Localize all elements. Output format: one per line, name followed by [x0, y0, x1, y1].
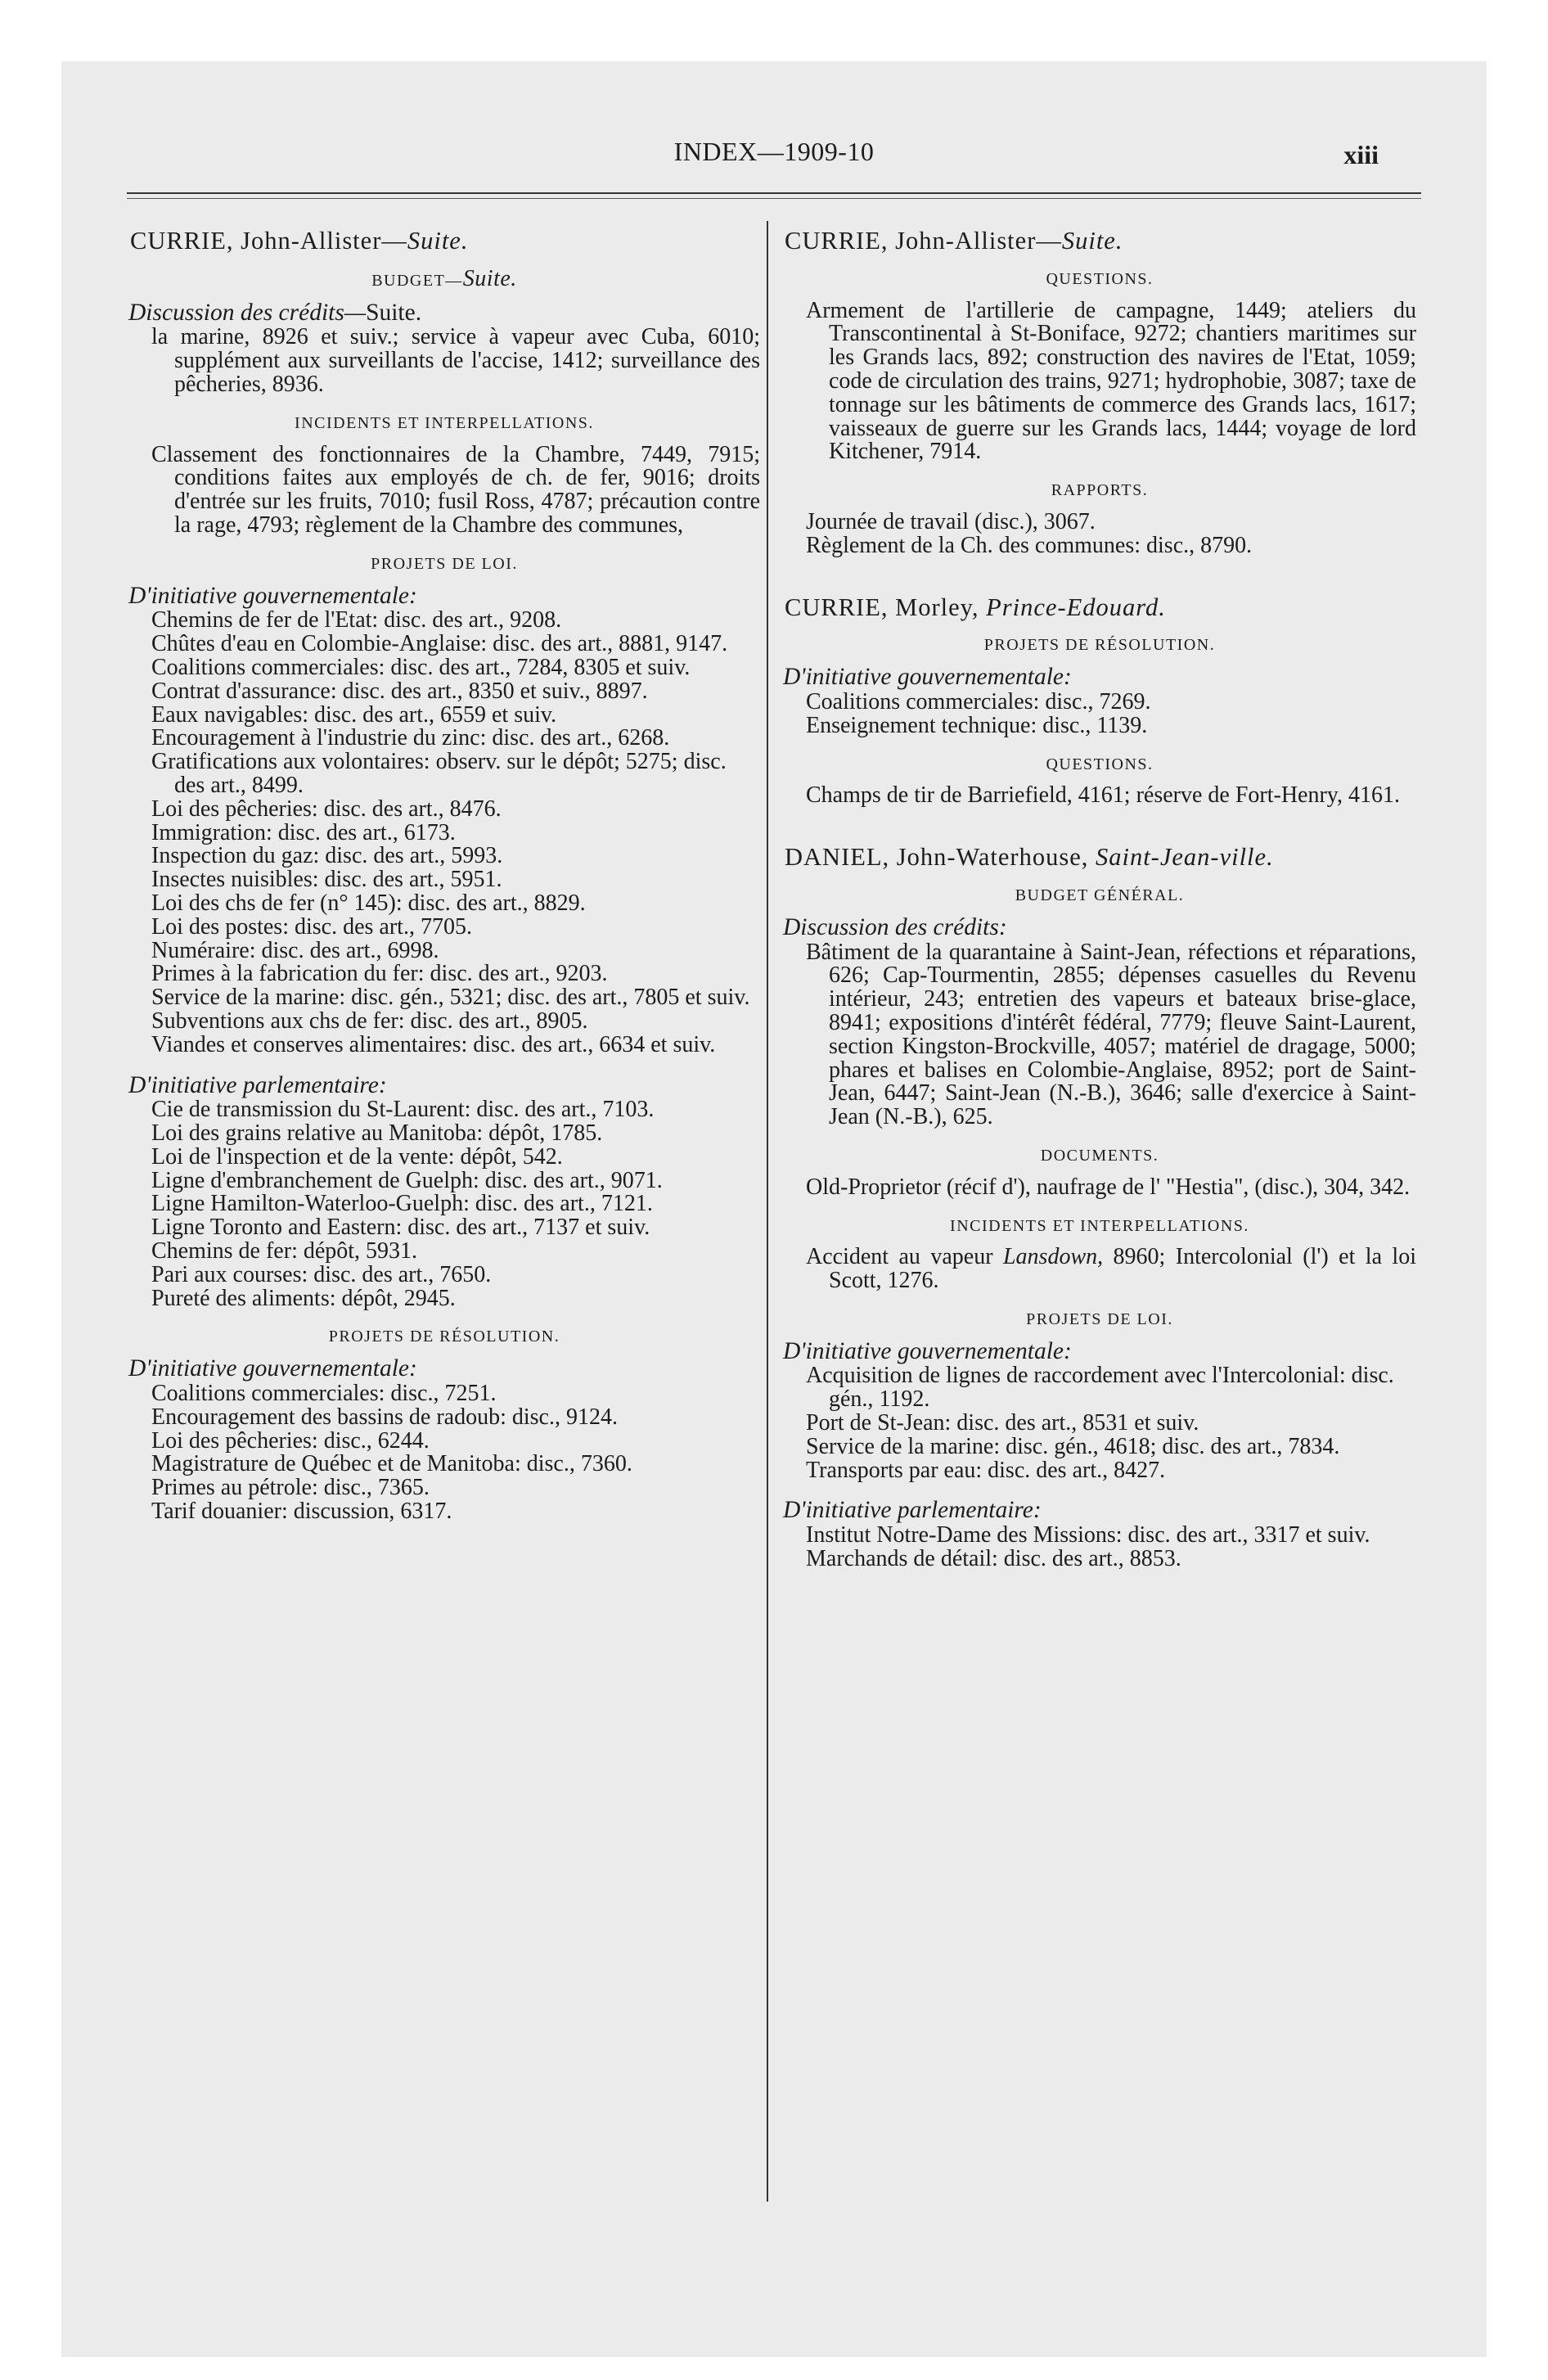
- parl-list: [128, 1098, 760, 1310]
- entry-heading-currie-morley: CURRIE, Morley, Prince-Edouard.: [785, 593, 1166, 621]
- header-rule-thin: [127, 198, 1421, 199]
- subheading-budget-general: BUDGET GÉNÉRAL.: [1015, 886, 1185, 904]
- index-line: Loi des grains relative au Manitoba: dépôt, 1785.: [151, 1120, 603, 1147]
- index-line: Pureté des aliments: dépôt, 2945.: [151, 1285, 456, 1311]
- running-header: INDEX—1909-10: [673, 137, 875, 166]
- index-line: Ligne Toronto and Eastern: disc. des art., 7137 et suiv.: [151, 1215, 650, 1241]
- index-line: Pari aux courses: disc. des art., 7650.: [151, 1261, 492, 1287]
- init-gouv-label-2: D'initiative gouvernementale:: [128, 1355, 417, 1382]
- index-line: Enseignement technique: disc., 1139.: [806, 712, 1148, 738]
- index-line: Encouragement à l'industrie du zinc: disc. des art., 6268.: [151, 725, 670, 751]
- gouv-list: [128, 609, 760, 1057]
- index-line: Acquisition de lignes de raccordement avec l'Intercolonial: disc. gén., 1192.: [806, 1363, 1394, 1413]
- subheading-incidents: INCIDENTS ET INTERPELLATIONS.: [295, 413, 594, 432]
- init-parl-label: D'initiative parlementaire:: [128, 1071, 387, 1098]
- index-line: Gratifications aux volontaires: observ. sur le dépôt; 5275; disc. des art., 8499.: [151, 749, 727, 798]
- subheading-projets-resolution: PROJETS DE RÉSOLUTION.: [328, 1327, 560, 1346]
- column-divider: [767, 221, 768, 2202]
- index-line: Chûtes d'eau en Colombie-Anglaise: disc. des art., 8881, 9147.: [151, 631, 728, 657]
- index-line: Coalitions commerciales: disc., 7251.: [151, 1381, 497, 1407]
- subheading-questions-2: QUESTIONS.: [1046, 755, 1154, 773]
- index-line: Primes à la fabrication du fer: disc. des art., 9203.: [151, 961, 608, 987]
- index-line: Loi des chs de fer (n° 145): disc. des art., 8829.: [151, 890, 586, 916]
- subheading-projets-loi: PROJETS DE LOI.: [1026, 1309, 1173, 1328]
- questions-paragraph: Armement de l'artillerie de campagne, 1449; ateliers du Transcontinental à St-Boniface, 9272; chantiers maritimes sur les Grands lacs, 892; construction des navires de l'Etat, 1059; code de circulation des trains, 9271; hydrophobie, 3087; taxe de tonnage sur les bâtiments de commerce des Grands lacs, 1617; vaisseaux de guerre sur les Grands lacs, 1444; voyage de lord Kitchener, 7914.: [806, 297, 1416, 465]
- resolution-list: [128, 1382, 760, 1524]
- subheading-projets-resolution: PROJETS DE RÉSOLUTION.: [983, 636, 1216, 655]
- init-parl-label: D'initiative parlementaire:: [783, 1497, 1042, 1524]
- index-line: Eaux navigables: disc. des art., 6559 et suiv.: [151, 701, 557, 728]
- index-line: Inspection du gaz: disc. des art., 5993.: [151, 843, 503, 869]
- entry-heading-currie-ja: CURRIE, John-Allister—Suite.: [130, 227, 469, 255]
- index-line: Magistrature de Québec et de Manitoba: disc., 7360.: [151, 1451, 632, 1477]
- index-line: Primes au pétrole: disc., 7365.: [151, 1475, 430, 1501]
- right-column: [783, 229, 1416, 1571]
- index-line: Subventions aux chs de fer: disc. des art., 8905.: [151, 1007, 588, 1034]
- entry-heading-daniel: DANIEL, John-Waterhouse, Saint-Jean-ville.: [785, 843, 1274, 872]
- gouv-list: [783, 1364, 1416, 1482]
- subheading-questions: QUESTIONS.: [1046, 269, 1154, 288]
- page-number: xiii: [1343, 140, 1379, 169]
- index-line: Coalitions commerciales: disc., 7269.: [806, 688, 1151, 714]
- index-line: Chemins de fer: dépôt, 5931.: [151, 1238, 418, 1264]
- index-line: Ligne d'embranchement de Guelph: disc. des art., 9071.: [151, 1167, 663, 1193]
- index-line: Tarif douanier: discussion, 6317.: [151, 1499, 452, 1525]
- index-line: Service de la marine: disc. gén., 5321; disc. des art., 7805 et suiv.: [151, 985, 750, 1011]
- index-line: Loi des pêcheries: disc. des art., 8476.: [151, 796, 502, 822]
- questions-paragraph-2: Champs de tir de Barriefield, 4161; réserve de Fort-Henry, 4161.: [806, 782, 1400, 809]
- subheading-incidents: INCIDENTS ET INTERPELLATIONS.: [950, 1216, 1249, 1235]
- index-line: Coalitions commerciales: disc. des art., 7284, 8305 et suiv.: [151, 654, 691, 680]
- discussion-label: Discussion des crédits—Suite.: [128, 299, 422, 326]
- documents-paragraph: Old-Proprietor (récif d'), naufrage de l' "Hestia", (disc.), 304, 342.: [806, 1174, 1411, 1200]
- index-line: Marchands de détail: disc. des art., 8853.: [806, 1546, 1181, 1572]
- init-gouv-label: D'initiative gouvernementale:: [128, 582, 417, 609]
- index-line: Loi des postes: disc. des art., 7705.: [151, 913, 472, 940]
- incidents-paragraph: Accident au vapeur Lansdown, 8960; Intercolonial (l') et la loi Scott, 1276.: [806, 1244, 1416, 1294]
- index-line: Règlement de la Ch. des communes: disc., 8790.: [806, 532, 1253, 558]
- index-line: Loi des pêcheries: disc., 6244.: [151, 1427, 430, 1454]
- subheading-projets-loi: PROJETS DE LOI.: [371, 554, 518, 573]
- discussion-paragraph: Bâtiment de la quarantaine à Saint-Jean, réfections et réparations, 626; Cap-Tourmentin, 2855; dépenses casuelles du Revenu intérieur, 243; entretien des vapeurs et bateaux brise-glace, 8941; expositions d'intérêt fédéral, 7779; fleuve Saint-Laurent, section Kingston-Brockville, 4057; matériel de dragage, 5000; phares et balises en Colombie-Anglaise, 8952; port de Saint-Jean, 6447; Saint-Jean (N.-B.), 3646; salle d'exercice à Saint-Jean (N.-B.), 625.: [806, 939, 1416, 1130]
- parl-list: [783, 1524, 1416, 1571]
- subheading-budget: BUDGET—Suite.: [371, 265, 517, 291]
- index-line: Service de la marine: disc. gén., 4618; disc. des art., 7834.: [806, 1433, 1340, 1459]
- resolution-list: [783, 688, 1416, 738]
- index-line: Journée de travail (disc.), 3067.: [806, 508, 1096, 534]
- index-line: Port de St-Jean: disc. des art., 8531 et suiv.: [806, 1410, 1199, 1436]
- index-line: Contrat d'assurance: disc. des art., 8350 et suiv., 8897.: [151, 678, 648, 704]
- index-line: Insectes nuisibles: disc. des art., 5951.: [151, 867, 502, 893]
- init-gouv-label: D'initiative gouvernementale:: [783, 664, 1072, 691]
- index-line: Numéraire: disc. des art., 6998.: [151, 937, 439, 963]
- index-line: Encouragement des bassins de radoub: disc., 9124.: [151, 1404, 618, 1430]
- index-line: Transports par eau: disc. des art., 8427.: [806, 1457, 1166, 1483]
- index-line: Cie de transmission du St-Laurent: disc. des art., 7103.: [151, 1097, 655, 1123]
- index-line: Institut Notre-Dame des Missions: disc. des art., 3317 et suiv.: [806, 1522, 1370, 1548]
- index-line: Loi de l'inspection et de la vente: dépôt, 542.: [151, 1143, 563, 1170]
- subheading-documents: DOCUMENTS.: [1040, 1146, 1159, 1165]
- discussion-paragraph: la marine, 8926 et suiv.; service à vapeur avec Cuba, 6010; supplément aux surveillants de l'accise, 1412; surveillance des pêcheries, 8936.: [151, 324, 760, 397]
- index-line: Ligne Hamilton-Waterloo-Guelph: disc. des art., 7121.: [151, 1191, 653, 1217]
- header-rule: [127, 192, 1421, 194]
- rapports-list: [783, 508, 1416, 558]
- index-line: Viandes et conserves alimentaires: disc. des art., 6634 et suiv.: [151, 1031, 716, 1057]
- left-column: [128, 229, 760, 1524]
- book-page: [61, 61, 1487, 2357]
- index-line: Chemins de fer de l'Etat: disc. des art., 9208.: [151, 607, 562, 633]
- index-line: Immigration: disc. des art., 6173.: [151, 819, 456, 845]
- entry-heading-currie-ja-cont: CURRIE, John-Allister—Suite.: [785, 227, 1123, 255]
- discussion-label: Discussion des crédits:: [783, 913, 1007, 940]
- incidents-paragraph: Classement des fonctionnaires de la Chambre, 7449, 7915; conditions faites aux employés de ch. de fer, 9016; droits d'entrée sur les fruits, 7010; fusil Ross, 4787; précaution contre la rage, 4793; règlement de la Chambre des communes,: [151, 441, 760, 538]
- subheading-rapports: RAPPORTS.: [1051, 481, 1149, 500]
- init-gouv-label-2: D'initiative gouvernementale:: [783, 1337, 1072, 1364]
